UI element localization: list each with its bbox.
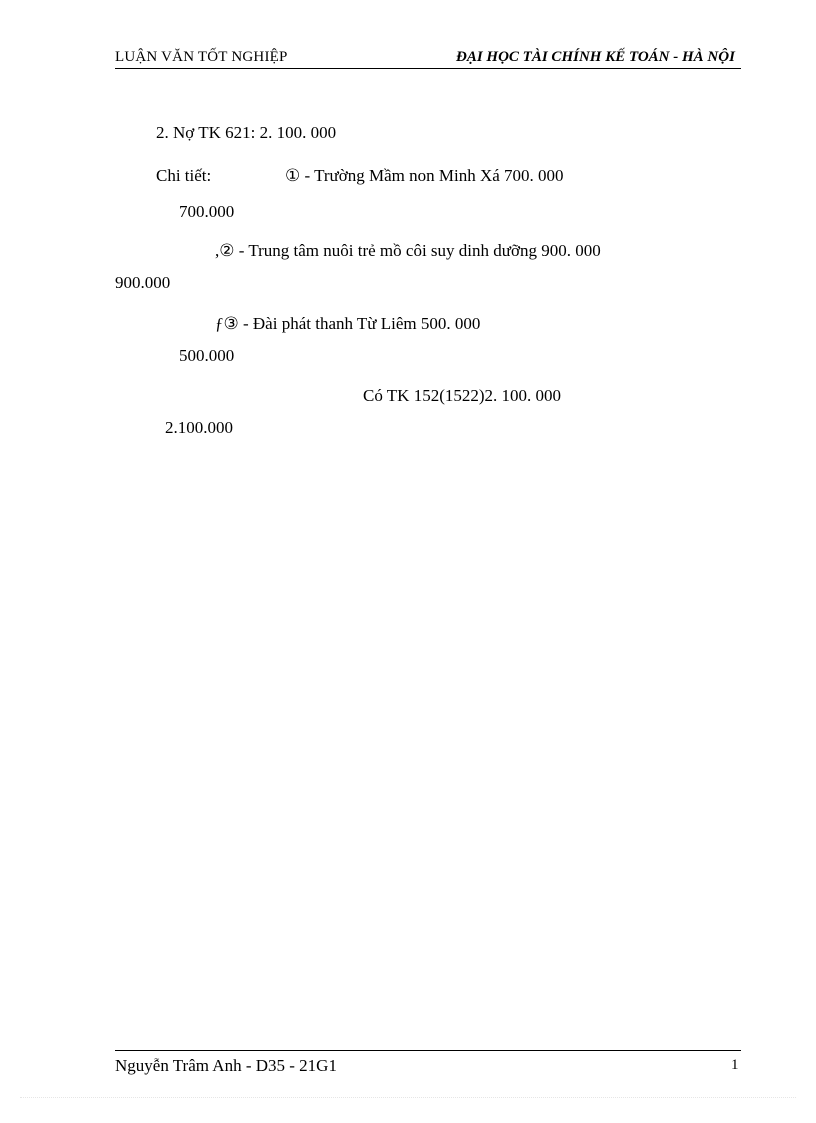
detail-item-3: ƒ③ - Đài phát thanh Từ Liêm 500. 000 (215, 314, 481, 333)
header-rule (115, 68, 741, 69)
detail-item-2-value: 900.000 (115, 273, 171, 292)
page-number: 1 (731, 1057, 739, 1073)
footer-rule (115, 1050, 741, 1051)
debit-line: 2. Nợ TK 621: 2. 100. 000 (156, 123, 337, 142)
page-bottom-dotted-line (20, 1097, 796, 1098)
detail-label: Chi tiết: (156, 166, 212, 185)
footer-author: Nguyễn Trâm Anh - D35 - 21G1 (115, 1056, 337, 1075)
credit-value: 2.100.000 (165, 418, 233, 437)
credit-line: Có TK 152(1522)2. 100. 000 (363, 386, 562, 405)
header-title-right: ĐẠI HỌC TÀI CHÍNH KẾ TOÁN - HÀ NỘI (456, 49, 735, 65)
detail-item-3-value: 500.000 (179, 346, 235, 365)
detail-item-2: ,② - Trung tâm nuôi trẻ mồ côi suy dinh dưỡng 900. 000 (215, 241, 601, 260)
detail-item-1-value: 700.000 (179, 202, 235, 221)
header-title-left: LUẬN VĂN TỐT NGHIỆP (115, 49, 288, 65)
detail-item-1: ① - Trường Mầm non Minh Xá 700. 000 (285, 166, 564, 185)
